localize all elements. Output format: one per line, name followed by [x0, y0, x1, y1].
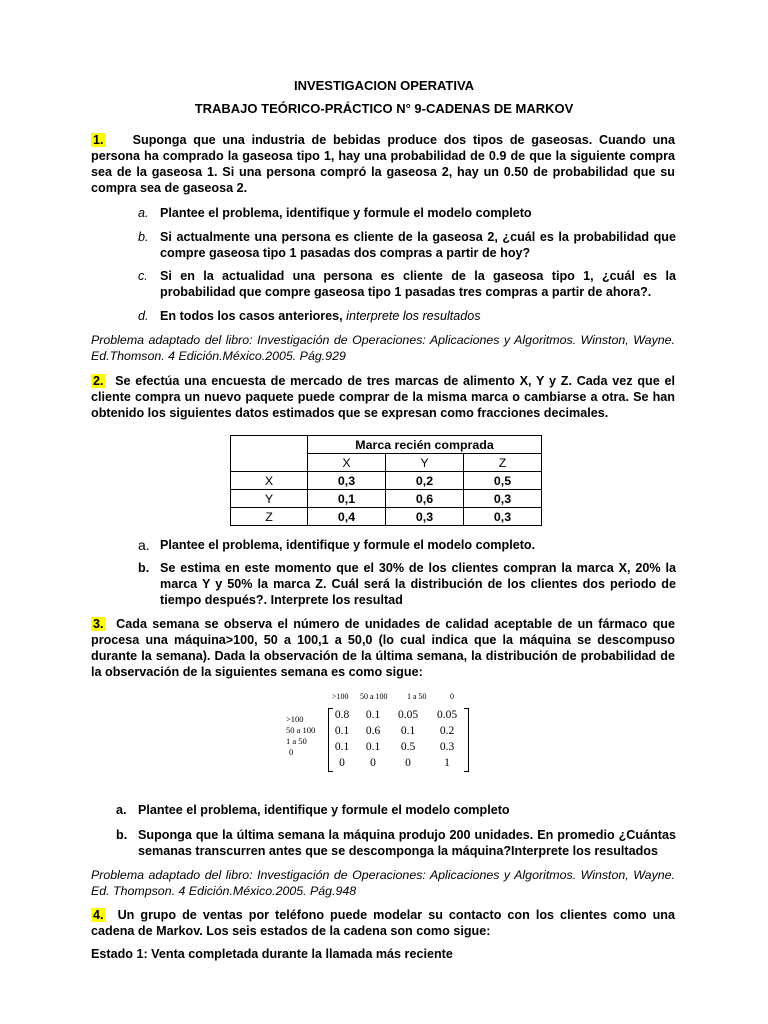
table-cell: 0,6 [386, 490, 464, 508]
problem-3-item-a [116, 802, 676, 818]
course-title: INVESTIGACION OPERATIVA [293, 78, 475, 93]
item-text: Se estima en este momento que el 30% de los clientes compran la marca X, 20% la marca Y y 50% la marca Z. Cuál será la distribución de los clientes dos periodo de tiempo después?. Interprete los resultad [160, 561, 676, 607]
transition-matrix [286, 692, 476, 777]
item-marker: d. [138, 309, 149, 323]
item-text-italic: interprete los resultados [346, 309, 481, 323]
problem-1-item-c [138, 268, 676, 300]
matrix-cell: 0.1 [400, 725, 416, 737]
matrix-right-bracket [464, 708, 469, 772]
matrix-cell: 0.1 [365, 709, 381, 721]
table-col-header: X [308, 454, 386, 472]
matrix-col-header: 0 [450, 692, 454, 701]
problem-1 [91, 132, 675, 196]
table-row-label: Z [231, 508, 308, 526]
matrix-cell: 0.8 [334, 709, 350, 721]
problem-1-number: 1. [93, 133, 104, 147]
matrix-cell: 0.1 [334, 725, 350, 737]
matrix-cell: 0.2 [439, 725, 455, 737]
table-row-label: X [231, 472, 308, 490]
matrix-cell: 0 [370, 757, 376, 769]
item-text: Suponga que la última semana la máquina produjo 200 unidades. En promedio ¿Cuántas semanas transcurren antes que se descomponga la máquina?Interprete los resultados [138, 828, 676, 858]
problem-3-text: Cada semana se observa el número de unidades de calidad aceptable de un fármaco que procesa una máquina>100, 50 a 100,1 a 50,0 (lo cual indica que la máquina se descompuso durante la semana). Dada la observación de la última semana, la distribución de probabilidad de la observación de la siguientes semana es como sigue: [91, 617, 676, 679]
table-cell: 0,3 [386, 508, 464, 526]
assignment-title: TRABAJO TEÓRICO-PRÁCTICO N° 9-CADENAS DE MARKOV [194, 101, 574, 116]
matrix-col-header: >100 [332, 692, 349, 701]
item-text: En todos los casos anteriores, [160, 309, 343, 323]
table-cell: 0,3 [464, 490, 542, 508]
table-col-header: Z [464, 454, 542, 472]
problem-3-source: Problema adaptado del libro: Investigación de Operaciones: Aplicaciones y Algoritmos. Winston, Wayne. Ed. Thompson. 4 Edición.México.2005. Pág.948 [91, 868, 675, 898]
matrix-cell: 0.05 [436, 709, 458, 721]
item-marker: a. [138, 206, 149, 220]
transition-table [230, 435, 542, 526]
problem-4-state-1: Estado 1: Venta completada durante la llamada más reciente [91, 947, 453, 961]
problem-3-number: 3. [93, 617, 104, 631]
problem-4 [91, 907, 675, 939]
table-cell: 0,5 [464, 472, 542, 490]
matrix-col-header: 1 a 50 [407, 692, 427, 701]
item-marker: a. [138, 537, 150, 553]
matrix-row-label: >100 [286, 714, 304, 724]
table-cell: 0,3 [464, 508, 542, 526]
matrix-cell: 0.1 [365, 741, 381, 753]
problem-1-item-b [138, 229, 676, 261]
item-marker: b. [116, 828, 128, 842]
problem-1-source: Problema adaptado del libro: Investigación de Operaciones: Aplicaciones y Algoritmos. Winston, Wayne. Ed.Thomson. 4 Edición.México.2005. Pág.929 [91, 333, 675, 363]
problem-1-text: Suponga que una industria de bebidas produce dos tipos de gaseosas. Cuando una persona ha comprado la gaseosa tipo 1, hay una probabilidad de 0.9 de que la siguiente compra sea de la gaseosa 1. Si una persona compró la gaseosa 2, hay un 0.50 de probabilidad que su compra sea de gaseosa 2. [91, 133, 675, 195]
problem-2-item-b [138, 560, 676, 608]
matrix-cell: 0 [339, 757, 345, 769]
table-header: Marca recién comprada [308, 436, 542, 454]
problem-4-text: Un grupo de ventas por teléfono puede modelar su contacto con los clientes como una cadena de Markov. Los seis estados de la cadena son como sigue: [91, 908, 675, 938]
problem-2 [91, 373, 675, 421]
table-cell: 0,2 [386, 472, 464, 490]
table-cell: 0,3 [308, 472, 386, 490]
table-row [231, 508, 542, 526]
table-corner [231, 436, 308, 472]
item-marker: c. [138, 269, 148, 283]
table-cell: 0,1 [308, 490, 386, 508]
item-marker: b. [138, 230, 149, 244]
item-text: Plantee el problema, identifique y formule el modelo completo. [160, 538, 536, 552]
problem-2-text: Se efectúa una encuesta de mercado de tres marcas de alimento X, Y y Z. Cada vez que el cliente compra un nuevo paquete puede comprar de la misma marca o cambiarse a otra. Se han obtenido los siguientes datos estimados que se expresan como fracciones decimales. [91, 374, 676, 420]
problem-2-number: 2. [93, 374, 104, 388]
item-marker: a. [116, 803, 127, 817]
matrix-row-label: 50 a 100 [286, 725, 316, 735]
problem-2-item-a [138, 537, 676, 553]
problem-4-number: 4. [93, 908, 104, 922]
matrix-cell: 0 [405, 757, 411, 769]
problem-3-item-b [116, 827, 676, 859]
problem-3 [91, 616, 675, 680]
table-row [231, 472, 542, 490]
matrix-cell: 1 [444, 757, 450, 769]
matrix-cell: 0.6 [365, 725, 381, 737]
problem-1-item-a [138, 205, 676, 221]
matrix-cell: 0.3 [439, 741, 455, 753]
matrix-row-label: 0 [289, 747, 294, 757]
table-row [231, 490, 542, 508]
item-text: Plantee el problema, identifique y formule el modelo completo [138, 803, 510, 817]
matrix-cell: 0.05 [397, 709, 419, 721]
item-marker: b. [138, 561, 150, 575]
item-text: Plantee el problema, identifique y formule el modelo completo [160, 206, 532, 220]
matrix-cell: 0.1 [334, 741, 350, 753]
item-text: Si en la actualidad una persona es cliente de la gaseosa tipo 1, ¿cuál es la probabilidad que compre gaseosa tipo 1 pasadas tres compras a partir de ahora?. [160, 269, 676, 299]
table-row-label: Y [231, 490, 308, 508]
problem-1-item-d [138, 308, 676, 324]
item-text: Si actualmente una persona es cliente de la gaseosa 2, ¿cuál es la probabilidad que compre gaseosa tipo 1 pasadas dos compras a partir de hoy? [160, 230, 676, 260]
matrix-row-label: 1 a 50 [286, 736, 307, 746]
table-col-header: Y [386, 454, 464, 472]
table-cell: 0,4 [308, 508, 386, 526]
matrix-cell: 0.5 [400, 741, 416, 753]
matrix-col-header: 50 a 100 [360, 692, 388, 701]
